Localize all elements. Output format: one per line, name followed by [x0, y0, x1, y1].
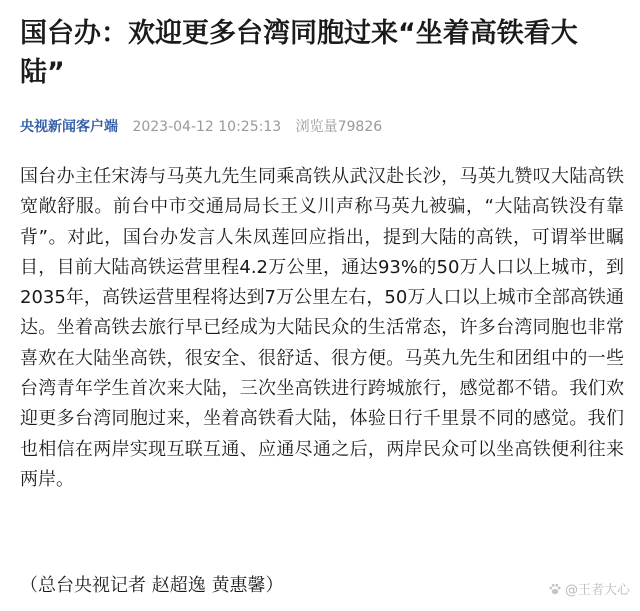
source-link[interactable]: 央视新闻客户端 [20, 119, 118, 135]
article-meta [20, 117, 382, 137]
article-title: 国台办：欢迎更多台湾同胞过来“坐着高铁看大陆” [20, 18, 578, 88]
watermark-text: @王者大心 [564, 583, 630, 598]
view-count: 浏览量79826 [295, 119, 383, 135]
article-body: 国台办主任宋涛与马英九先生同乘高铁从武汉赴长沙，马英九赞叹大陆高铁宽敞舒服。前台中市交通局局长王义川声称马英九被骗，“大陆高铁没有靠背”。对此，国台办发言人朱凤莲回应指出，提到大陆的高铁，可谓举世瞩目，目前大陆高铁运营里程4.2万公里，通达93%的50万人口以上城市，到2035年，高铁运营里程将达到7万公里左右，50万人口以上城市全部高铁通达。坐着高铁去旅行早已经成为大陆民众的生活常态，许多台湾同胞也非常喜欢在大陆坐高铁，很安全、很舒适、很方便。马英九先生和团组中的一些台湾青年学生首次来大陆，三次坐高铁进行跨城旅行，感觉都不错。我们欢迎更多台湾同胞过来，坐着高铁看大陆，体验日行千里景不同的感觉。我们也相信在两岸实现互联互通、应通尽通之后，两岸民众可以坐高铁便利往来两岸。 [20, 166, 624, 490]
watermark [548, 579, 630, 598]
paw-icon [548, 582, 562, 596]
reporter-byline: （总台央视记者 赵超逸 黄惠馨） [20, 575, 284, 596]
publish-time: 2023-04-12 10:25:13 [132, 119, 282, 135]
